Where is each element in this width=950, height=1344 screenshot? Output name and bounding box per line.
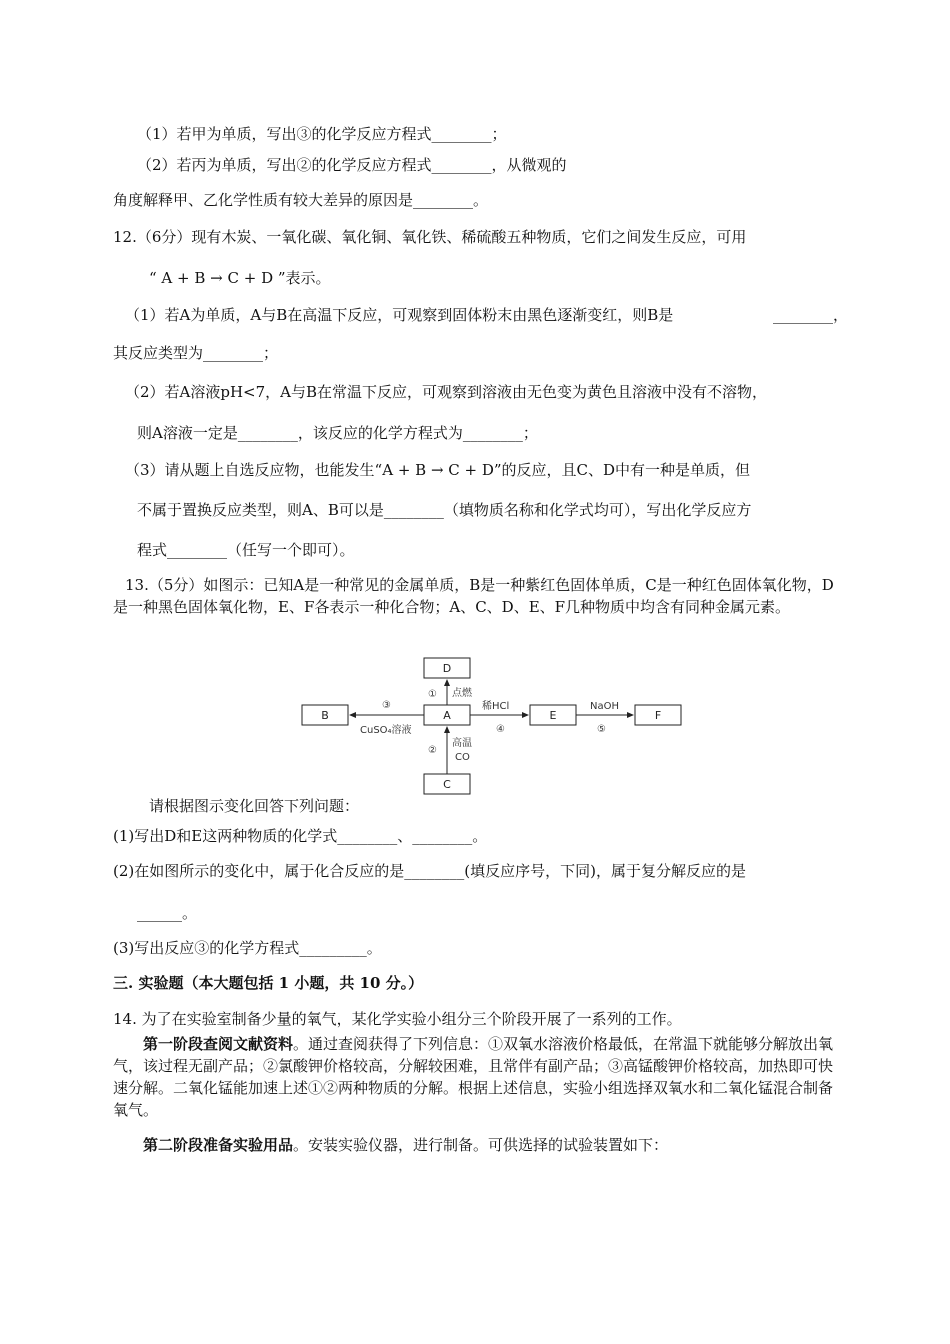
q12-part3-end: 程式________（任写一个即可）。: [137, 541, 355, 559]
q12-part2: （2）若A溶液pH<7，A与B在常温下反应，可观察到溶液由无色变为黄色且溶液中没有不溶物，: [125, 383, 768, 401]
q12-stem: 12.（6分）现有木炭、一氧化碳、氧化铜、氧化铁、稀硫酸五种物质，它们之间发生反应，可用: [113, 228, 747, 246]
q13-question1: (1)写出D和E这两种物质的化学式________、________。: [113, 827, 488, 845]
q12-part1: （1）若A为单质，A与B在高温下反应，可观察到固体粉末由黑色逐渐变红，则B是: [125, 306, 674, 324]
q14-stage1-text: 。通过查阅获得了下列信息：①双氧水溶液价格最低，在常温下就能够分解放出氧气，该过程无副产品；②氯酸钾价格较高，分解较困难，且常伴有副产品；③高锰酸钾价格较高，加热即可快速分解。二氧化锰能加速上述①②两种物质的分解。根据上述信息，实验小组选择双氧水和二氧化锰混合制备氧气。: [113, 1035, 834, 1119]
q12-notation: “ A + B → C + D ”表示。: [149, 269, 331, 287]
node-c-label: C: [443, 778, 451, 791]
q14-stage2-text: 。安装实验仪器，进行制备。可供选择的试验装置如下：: [293, 1136, 669, 1154]
q11-part2: （2）若丙为单质，写出②的化学反应方程式________，从微观的: [137, 156, 567, 174]
reaction4-number: ④: [496, 724, 505, 735]
reaction3-condition: CuSO₄溶液: [360, 725, 412, 736]
q11-part2-continued: 角度解释甲、乙化学性质有较大差异的原因是________。: [113, 191, 489, 209]
q13-question2-continued: ______。: [137, 904, 198, 922]
reaction2-condition-heat: 高温: [452, 738, 472, 749]
q11-part1: （1）若甲为单质，写出③的化学反应方程式________；: [137, 125, 507, 143]
reaction4-condition: 稀HCl: [482, 701, 510, 712]
reaction-flow-diagram: [300, 656, 700, 796]
q12-part1-blank: ________，: [773, 306, 849, 324]
node-d-label: D: [442, 662, 452, 675]
q12-part3-continued: 不属于置换反应类型，则A、B可以是________（填物质名称和化学式均可），写出化学反应方: [137, 501, 752, 519]
reaction5-number: ⑤: [597, 724, 606, 735]
reaction1-condition: 点燃: [452, 688, 472, 699]
reaction3-number: ③: [382, 700, 391, 711]
reaction1-number: ①: [428, 689, 437, 700]
q14-stage2: [113, 1134, 837, 1156]
node-f-label: F: [654, 709, 662, 722]
section-heading: 三. 实验题（本大题包括 1 小题，共 10 分。）: [113, 974, 424, 992]
q13-intro: 13.（5分）如图示：已知A是一种常见的金属单质，B是一种紫红色固体单质，C是一种红色固体氧化物，D是一种黑色固体氧化物，E、F各表示一种化合物；A、C、D、E、F几种物质中均含有同种金属元素。: [113, 576, 834, 616]
q12-part2-continued: 则A溶液一定是________，该反应的化学方程式为________；: [137, 424, 538, 442]
q14-stem: 14. 为了在实验室制备少量的氧气，某化学实验小组分三个阶段开展了一系列的工作。: [113, 1010, 682, 1028]
reaction2-condition-co: CO: [455, 752, 470, 763]
q14-stage1: [113, 1033, 837, 1121]
q13-question3: (3)写出反应③的化学方程式_________。: [113, 939, 382, 957]
reaction5-condition: NaOH: [590, 701, 619, 712]
node-e-label: E: [549, 709, 557, 722]
q14-stage2-title: 第二阶段准备实验用品: [143, 1136, 294, 1154]
q13-prompt: 请根据图示变化回答下列问题：: [149, 797, 360, 815]
q12-part1-continued: 其反应类型为________；: [113, 344, 279, 362]
q14-stage1-title: 第一阶段查阅文献资料: [143, 1035, 294, 1053]
q12-part3: （3）请从题上自选反应物，也能发生“A + B → C + D”的反应，且C、D中有一种是单质，但: [125, 461, 751, 479]
node-b-label: B: [321, 709, 329, 722]
node-a-label: A: [443, 709, 451, 722]
reaction2-number: ②: [428, 745, 437, 756]
q13-question2: (2)在如图所示的变化中，属于化合反应的是________(填反应序号，下同)，属于复分解反应的是: [113, 862, 746, 880]
